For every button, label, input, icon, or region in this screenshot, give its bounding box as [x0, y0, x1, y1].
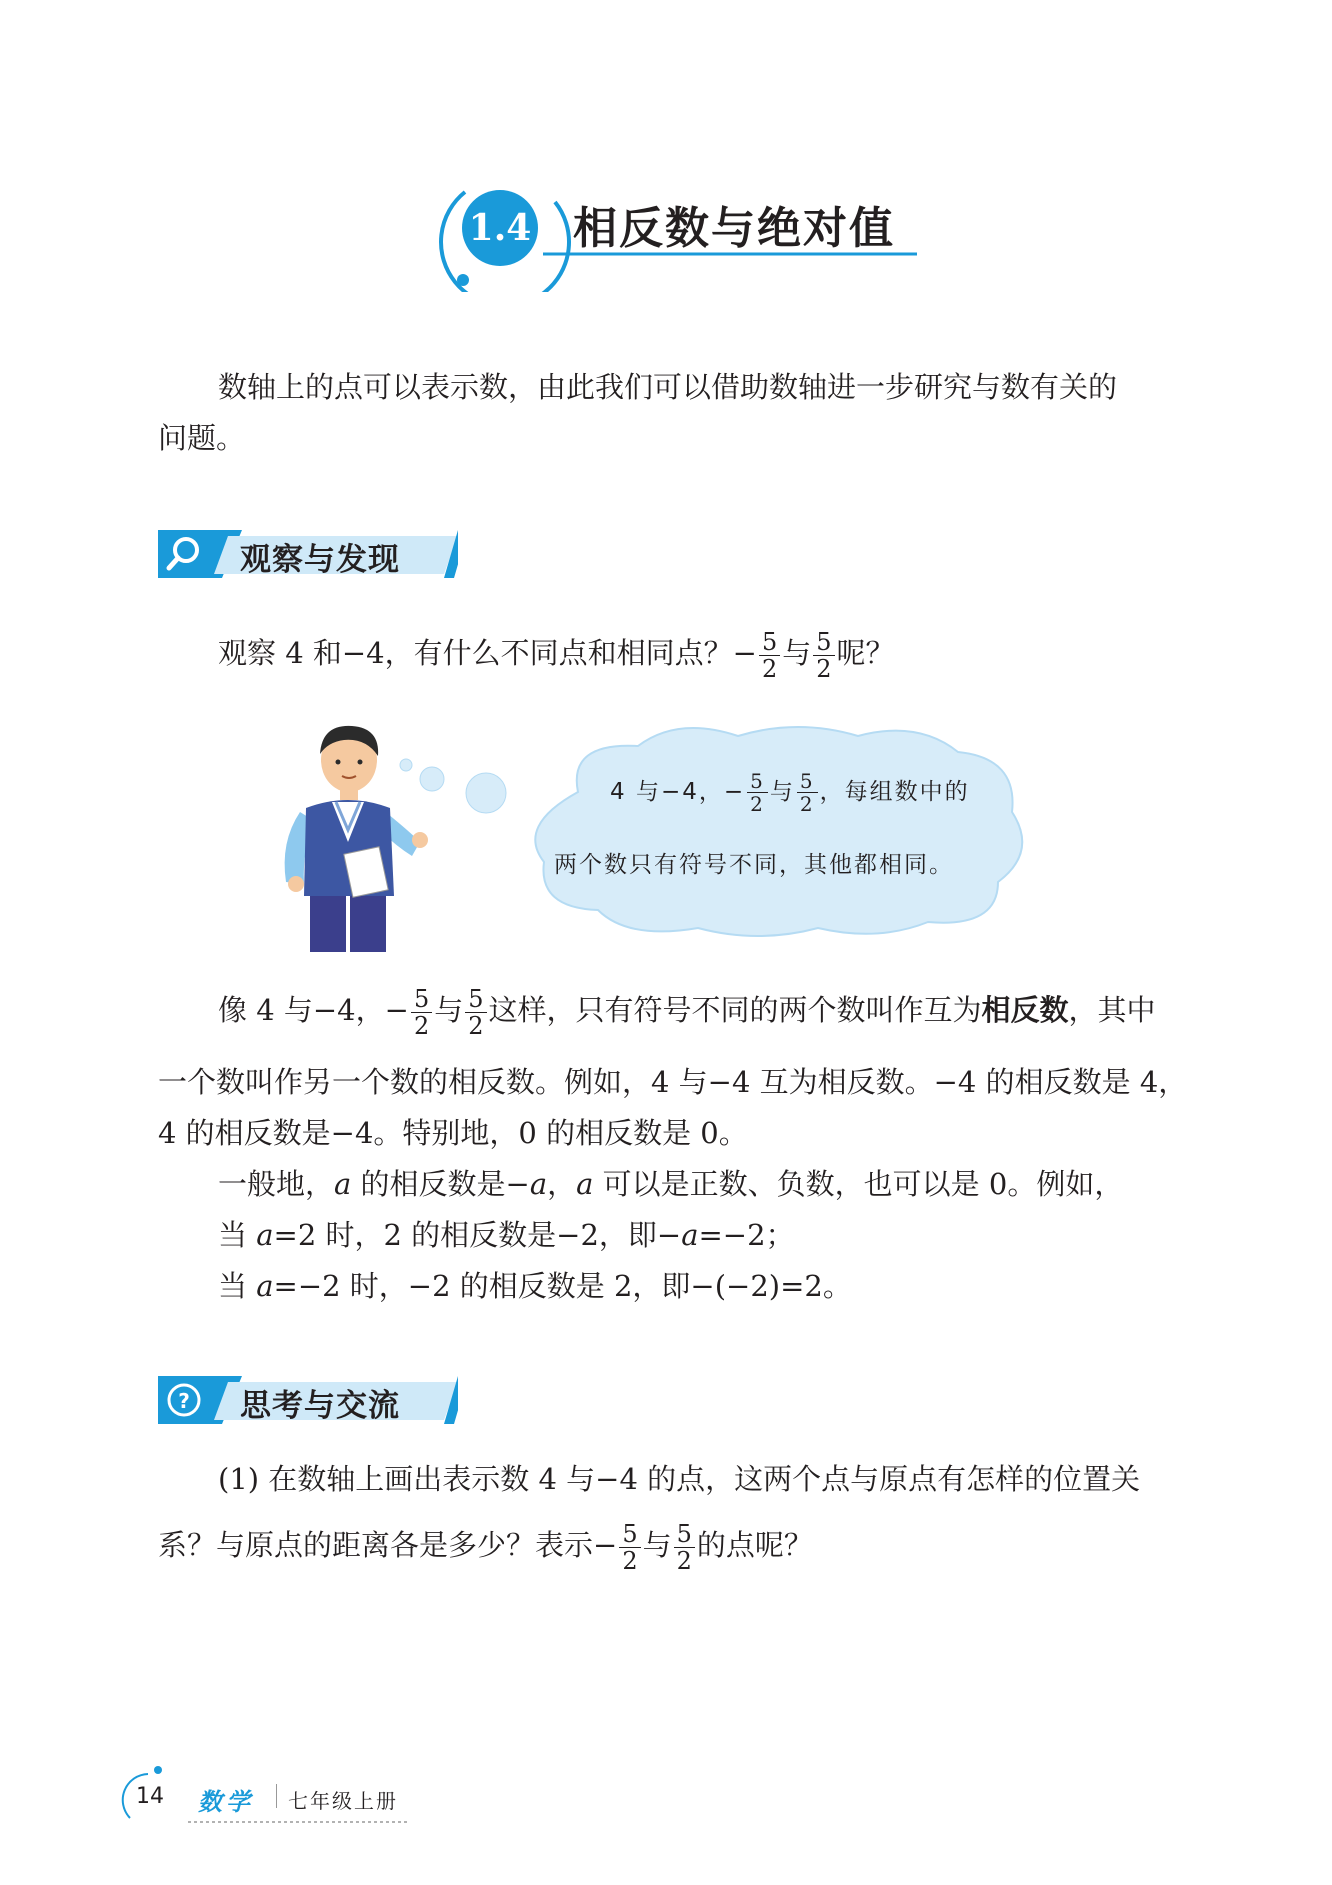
fraction	[465, 986, 486, 1039]
text: =−2 时，−2 的相反数是 2，即−(−2)=2。	[273, 1269, 852, 1303]
section-number: 1.4	[462, 190, 538, 266]
and-word: 与	[782, 636, 812, 670]
fraction-denominator: 2	[465, 1012, 486, 1039]
variable-a: a	[576, 1167, 594, 1201]
cloud-line-1	[610, 770, 970, 815]
page-number: 14	[136, 1784, 164, 1809]
text: ，	[547, 1167, 577, 1201]
observe-prefix: 观察 4 和−4，有什么不同点和相同点？	[218, 636, 733, 670]
fraction-numerator: 5	[676, 1519, 692, 1548]
text: 当	[218, 1218, 257, 1252]
general-line-2	[218, 1210, 795, 1260]
footer-book-title: 七年级上册	[288, 1789, 398, 1813]
fraction	[674, 1521, 695, 1574]
section-title-block	[425, 162, 925, 292]
text: =−2；	[698, 1218, 795, 1252]
general-line-3	[218, 1261, 852, 1311]
text: =2 时，2 的相反数是−2，即−	[273, 1218, 682, 1252]
fraction	[747, 770, 768, 815]
fraction-denominator: 2	[674, 1547, 695, 1574]
definition-prefix: 像 4 与−4，−	[218, 993, 409, 1027]
variable-a: a	[681, 1218, 699, 1252]
think-banner-label: 思考与交流	[240, 1388, 400, 1424]
observe-banner-label: 观察与发现	[240, 542, 400, 578]
think-line-2	[158, 1520, 813, 1574]
fraction-numerator: 5	[761, 627, 778, 656]
fraction	[619, 1521, 640, 1574]
minus-sign: −	[732, 636, 757, 670]
cloud-line-1-suffix: ，每组数中的	[819, 779, 970, 805]
observe-suffix: 呢？	[836, 636, 895, 670]
fraction-denominator: 2	[747, 792, 768, 815]
think-line-1: (1) 在数轴上画出表示数 4 与−4 的点，这两个点与原点有怎样的位置关	[218, 1462, 1141, 1496]
intro-line-1: 数轴上的点可以表示数，由此我们可以借助数轴进一步研究与数有关的	[218, 370, 1118, 404]
fraction	[813, 629, 834, 682]
text: 可以是正数、负数，也可以是 0。例如，	[593, 1167, 1124, 1201]
fraction-numerator: 5	[799, 769, 815, 793]
and-word: 与	[769, 779, 795, 805]
and-word: 与	[434, 993, 464, 1027]
thought-cloud	[518, 722, 1038, 942]
definition-middle: 这样，只有符号不同的两个数叫作互为	[488, 993, 982, 1027]
cloud-line-1-prefix: 4 与−4，−	[610, 779, 746, 805]
definition-line-3: 4 的相反数是−4。特别地，0 的相反数是 0。	[158, 1116, 748, 1150]
observe-banner	[158, 528, 458, 580]
fraction	[797, 770, 818, 815]
magnifier-icon	[164, 534, 204, 574]
key-term: 相反数	[981, 993, 1069, 1027]
fraction-numerator: 5	[750, 769, 765, 793]
think-suffix: 的点呢？	[696, 1528, 813, 1562]
text: 当	[218, 1269, 257, 1303]
svg-text:?: ?	[178, 1389, 190, 1413]
fraction-numerator: 5	[468, 984, 484, 1013]
fraction-numerator: 5	[816, 627, 832, 656]
variable-a: a	[529, 1167, 548, 1201]
page-footer	[118, 1760, 418, 1830]
fraction-denominator: 2	[797, 792, 818, 815]
footer-subject: 数学	[198, 1788, 254, 1816]
and-word: 与	[642, 1528, 672, 1562]
fraction-numerator: 5	[622, 1519, 638, 1548]
variable-a: a	[334, 1167, 352, 1201]
fraction-denominator: 2	[411, 1012, 432, 1039]
fraction	[759, 629, 780, 682]
definition-suffix: ，其中	[1068, 993, 1156, 1027]
variable-a: a	[256, 1218, 274, 1252]
general-line-1	[218, 1159, 1123, 1209]
fraction-denominator: 2	[813, 655, 834, 682]
fraction-numerator: 5	[413, 984, 430, 1013]
definition-line-1	[218, 985, 1156, 1039]
variable-a: a	[256, 1269, 274, 1303]
observe-question	[218, 628, 895, 682]
fraction	[411, 986, 432, 1039]
cloud-shape	[518, 722, 1038, 942]
think-banner	[158, 1374, 458, 1426]
intro-line-2: 问题。	[158, 421, 246, 455]
cloud-line-2: 两个数只有符号不同，其他都相同。	[554, 852, 954, 878]
footer-separator	[276, 1784, 277, 1808]
text: 一般地，	[218, 1167, 335, 1201]
fraction-denominator: 2	[619, 1547, 640, 1574]
text: 的相反数是−	[351, 1167, 530, 1201]
section-title: 相反数与绝对值	[573, 203, 895, 254]
definition-line-2: 一个数叫作另一个数的相反数。例如，4 与−4 互为相反数。−4 的相反数是 4，	[158, 1065, 1188, 1099]
fraction-denominator: 2	[759, 655, 780, 682]
thought-bubbles	[398, 735, 528, 815]
question-cycle-icon	[164, 1380, 204, 1420]
think-prefix: 系？与原点的距离各是多少？表示−	[158, 1528, 618, 1562]
